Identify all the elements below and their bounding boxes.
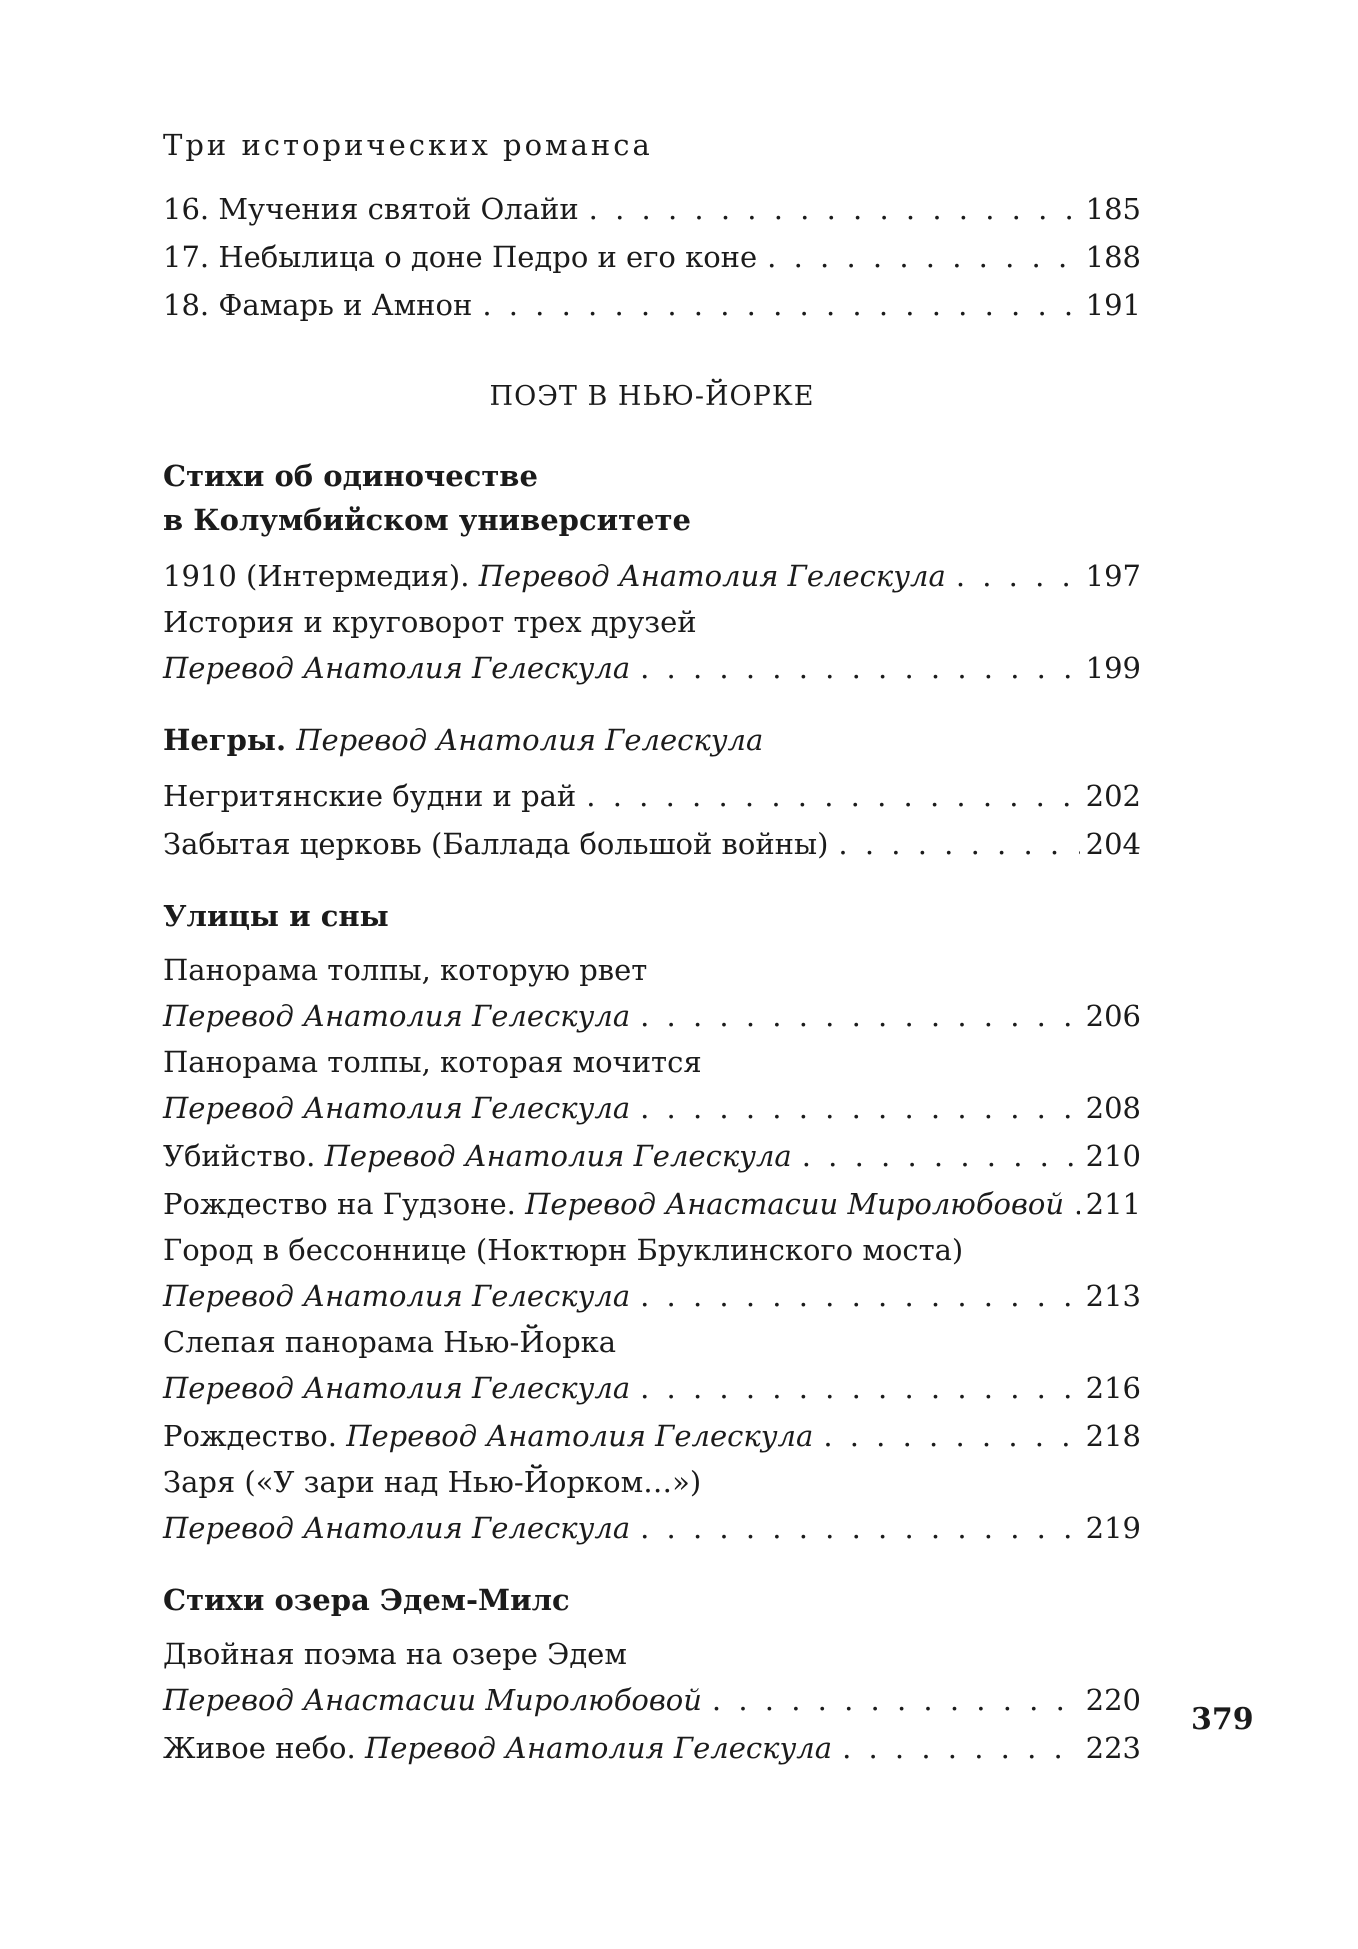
entry-translator: Перевод Анатолия Гелескула — [324, 1138, 792, 1173]
entry-page: 213 — [1085, 1278, 1141, 1313]
toc-entry — [163, 1040, 1141, 1132]
toc-entry — [163, 1320, 1141, 1412]
group-title: Стихи озера Эдем-Милс — [163, 1582, 570, 1617]
group-title-text: Негры. — [163, 722, 287, 757]
entry-translator: Перевод Анастасии Миролюбовой — [525, 1186, 1065, 1221]
toc-entry — [163, 281, 1141, 329]
entry-title: Панорама толпы, которую рвет — [163, 952, 648, 987]
section-heading: Три исторических романса — [163, 128, 653, 162]
leader-dots — [956, 552, 1080, 600]
toc-entry — [163, 233, 1141, 281]
entry-title: 18. Фамарь и Амнон — [163, 287, 473, 322]
entry-title: Рождество. — [163, 1418, 337, 1453]
entry-translator: Перевод Анатолия Гелескула — [163, 1510, 631, 1545]
entry-page: 202 — [1085, 778, 1141, 813]
leader-dots — [1074, 1180, 1080, 1228]
entry-title: 16. Мучения святой Олайи — [163, 191, 579, 226]
toc-entry — [163, 185, 1141, 233]
leader-dots — [823, 1412, 1079, 1460]
entry-title: Город в бессоннице (Ноктюрн Бруклинского моста) — [163, 1232, 964, 1267]
leader-dots — [640, 1084, 1080, 1132]
toc-entry — [163, 1724, 1141, 1772]
entry-translator: Перевод Анатолия Гелескула — [478, 558, 946, 593]
leader-dots — [589, 185, 1080, 233]
entry-page: 216 — [1085, 1370, 1141, 1405]
entry-page: 204 — [1085, 826, 1141, 861]
leader-dots — [767, 233, 1079, 281]
entry-page: 220 — [1085, 1682, 1141, 1717]
toc-entry — [163, 600, 1141, 692]
entry-page: 211 — [1085, 1186, 1141, 1221]
entry-title: Убийство. — [163, 1138, 316, 1173]
part-title: ПОЭТ В НЬЮ-ЙОРКЕ — [489, 380, 815, 412]
leader-dots — [838, 820, 1079, 868]
leader-dots — [586, 772, 1079, 820]
entry-title: Живое небо. — [163, 1730, 356, 1765]
toc-entry — [163, 820, 1141, 868]
entry-title: Негритянские будни и рай — [163, 778, 577, 813]
leader-dots — [842, 1724, 1080, 1772]
entry-title: Панорама толпы, которая мочится — [163, 1044, 702, 1079]
entry-title: История и круговорот трех друзей — [163, 604, 697, 639]
leader-dots — [640, 1364, 1080, 1412]
leader-dots — [640, 644, 1080, 692]
entry-page: 223 — [1085, 1730, 1141, 1765]
leader-dots — [640, 1272, 1080, 1320]
group-title: Улицы и сны — [163, 898, 389, 933]
entry-page: 206 — [1085, 998, 1141, 1033]
entry-translator: Перевод Анатолия Гелескула — [163, 1370, 631, 1405]
toc-entry — [163, 772, 1141, 820]
toc-entry — [163, 1412, 1141, 1460]
leader-dots — [482, 281, 1079, 329]
toc-entry — [163, 1180, 1141, 1228]
entry-title: Слепая панорама Нью-Йорка — [163, 1324, 617, 1359]
entry-title: Заря («У зари над Нью-Йорком…») — [163, 1464, 702, 1499]
toc-entry — [163, 1460, 1141, 1552]
entry-translator: Перевод Анатолия Гелескула — [163, 650, 631, 685]
group-translator: Перевод Анатолия Гелескула — [296, 722, 764, 757]
entry-translator: Перевод Анатолия Гелескула — [346, 1418, 814, 1453]
toc-entry — [163, 1228, 1141, 1320]
entry-page: 219 — [1085, 1510, 1141, 1545]
entry-translator: Перевод Анатолия Гелескула — [364, 1730, 833, 1765]
toc-entry — [163, 1632, 1141, 1724]
entry-translator: Перевод Анатолия Гелескула — [163, 1278, 631, 1313]
table-of-contents — [163, 128, 1141, 1772]
entry-page: 185 — [1085, 191, 1141, 226]
group-title-line: Стихи об одиночестве — [163, 458, 538, 493]
entry-page: 191 — [1085, 287, 1141, 322]
entry-translator: Перевод Анастасии Миролюбовой — [163, 1682, 702, 1717]
toc-entry — [163, 552, 1141, 600]
entry-page: 208 — [1085, 1090, 1141, 1125]
entry-page: 218 — [1085, 1418, 1141, 1453]
entry-translator: Перевод Анатолия Гелескула — [163, 1090, 631, 1125]
leader-dots — [640, 992, 1080, 1040]
entry-title: 17. Небылица о доне Педро и его коне — [163, 239, 758, 274]
entry-title: 1910 (Интермедия). — [163, 558, 470, 593]
group-title-line: в Колумбийском университете — [163, 502, 691, 537]
leader-dots — [640, 1504, 1080, 1552]
entry-page: 199 — [1085, 650, 1141, 685]
page-number: 379 — [1191, 1702, 1254, 1737]
entry-translator: Перевод Анатолия Гелескула — [163, 998, 631, 1033]
entry-title: Забытая церковь (Баллада большой войны) — [163, 826, 829, 861]
leader-dots — [802, 1132, 1080, 1180]
entry-page: 197 — [1085, 558, 1141, 593]
entry-title: Двойная поэма на озере Эдем — [163, 1636, 627, 1671]
group-title — [163, 454, 1141, 542]
group-title — [163, 718, 1141, 762]
entry-page: 188 — [1085, 239, 1141, 274]
entry-title: Рождество на Гудзоне. — [163, 1186, 516, 1221]
entry-page: 210 — [1085, 1138, 1141, 1173]
leader-dots — [712, 1676, 1080, 1724]
toc-entry — [163, 1132, 1141, 1180]
toc-entry — [163, 948, 1141, 1040]
